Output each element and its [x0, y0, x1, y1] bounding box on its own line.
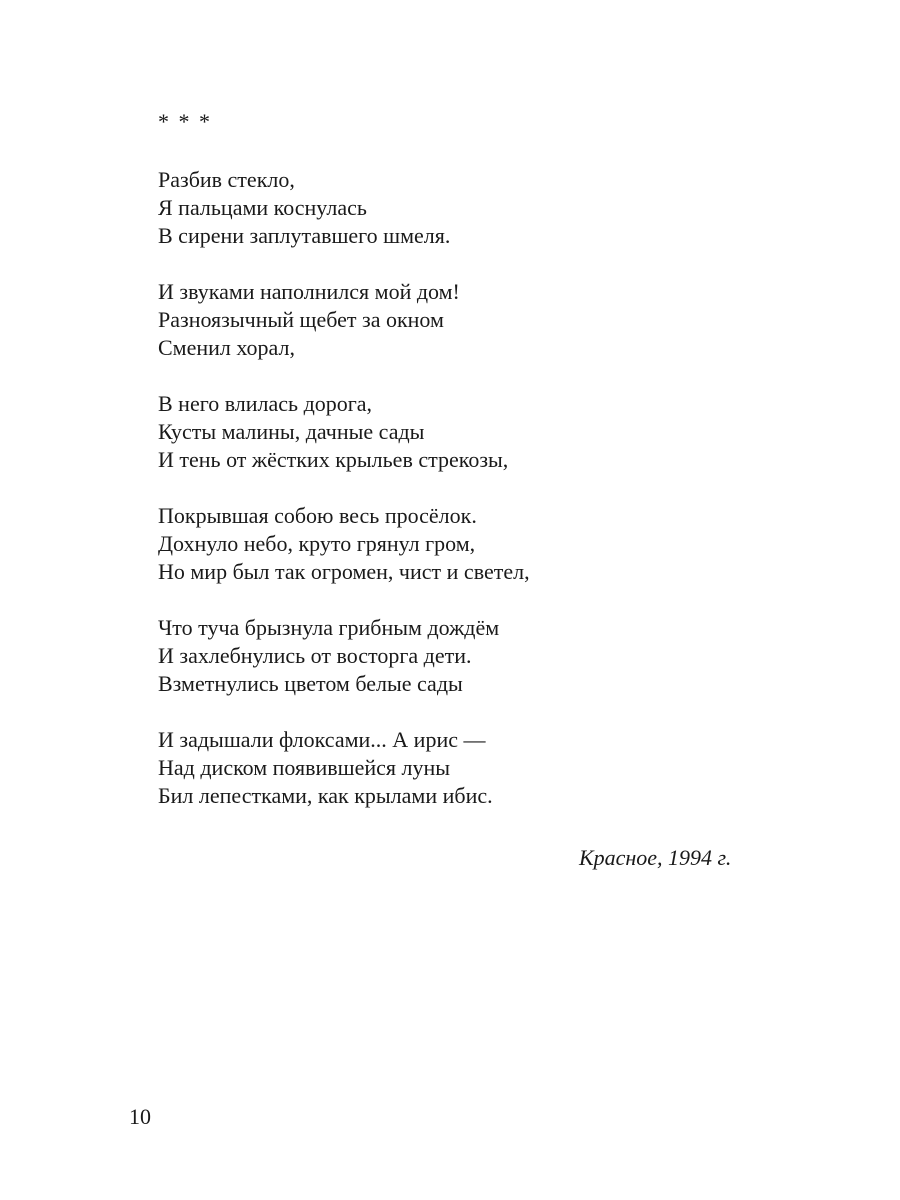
poem-line: Кусты малины, дачные сады — [158, 419, 425, 444]
poem-line: Разбив стекло, — [158, 167, 295, 192]
poem-line: Над диском появившейся луны — [158, 755, 451, 780]
poem-line: Взметнулись цветом белые сады — [158, 671, 463, 696]
poem — [158, 166, 798, 838]
stanza — [158, 390, 798, 474]
stanza-separator: * * * — [158, 109, 212, 134]
poem-line: В него влилась дорога, — [158, 391, 373, 416]
stanza — [158, 726, 798, 810]
poem-line: И задышали флоксами... А ирис — — [158, 727, 486, 752]
stanza — [158, 278, 798, 362]
stanza — [158, 614, 798, 698]
poem-line: И звуками наполнился мой дом! — [158, 279, 460, 304]
place-date-signature: Красное, 1994 г. — [579, 845, 732, 870]
stanza — [158, 166, 798, 250]
poem-line: Разноязычный щебет за окном — [158, 307, 444, 332]
poem-line: Что туча брызнула грибным дождём — [158, 615, 500, 640]
poem-line: В сирени заплутавшего шмеля. — [158, 223, 451, 248]
poem-line: Бил лепестками, как крылами ибис. — [158, 783, 493, 808]
poem-line: Дохнуло небо, круто грянул гром, — [158, 531, 476, 556]
page-number: 10 — [129, 1104, 151, 1129]
poem-line: Сменил хорал, — [158, 335, 295, 360]
stanza — [158, 502, 798, 586]
poem-line: И захлебнулись от восторга дети. — [158, 643, 472, 668]
poem-line: Покрывшая собою весь просёлок. — [158, 503, 477, 528]
poem-line: И тень от жёстких крыльев стрекозы, — [158, 447, 509, 472]
poem-line: Но мир был так огромен, чист и светел, — [158, 559, 530, 584]
poem-line: Я пальцами коснулась — [158, 195, 367, 220]
